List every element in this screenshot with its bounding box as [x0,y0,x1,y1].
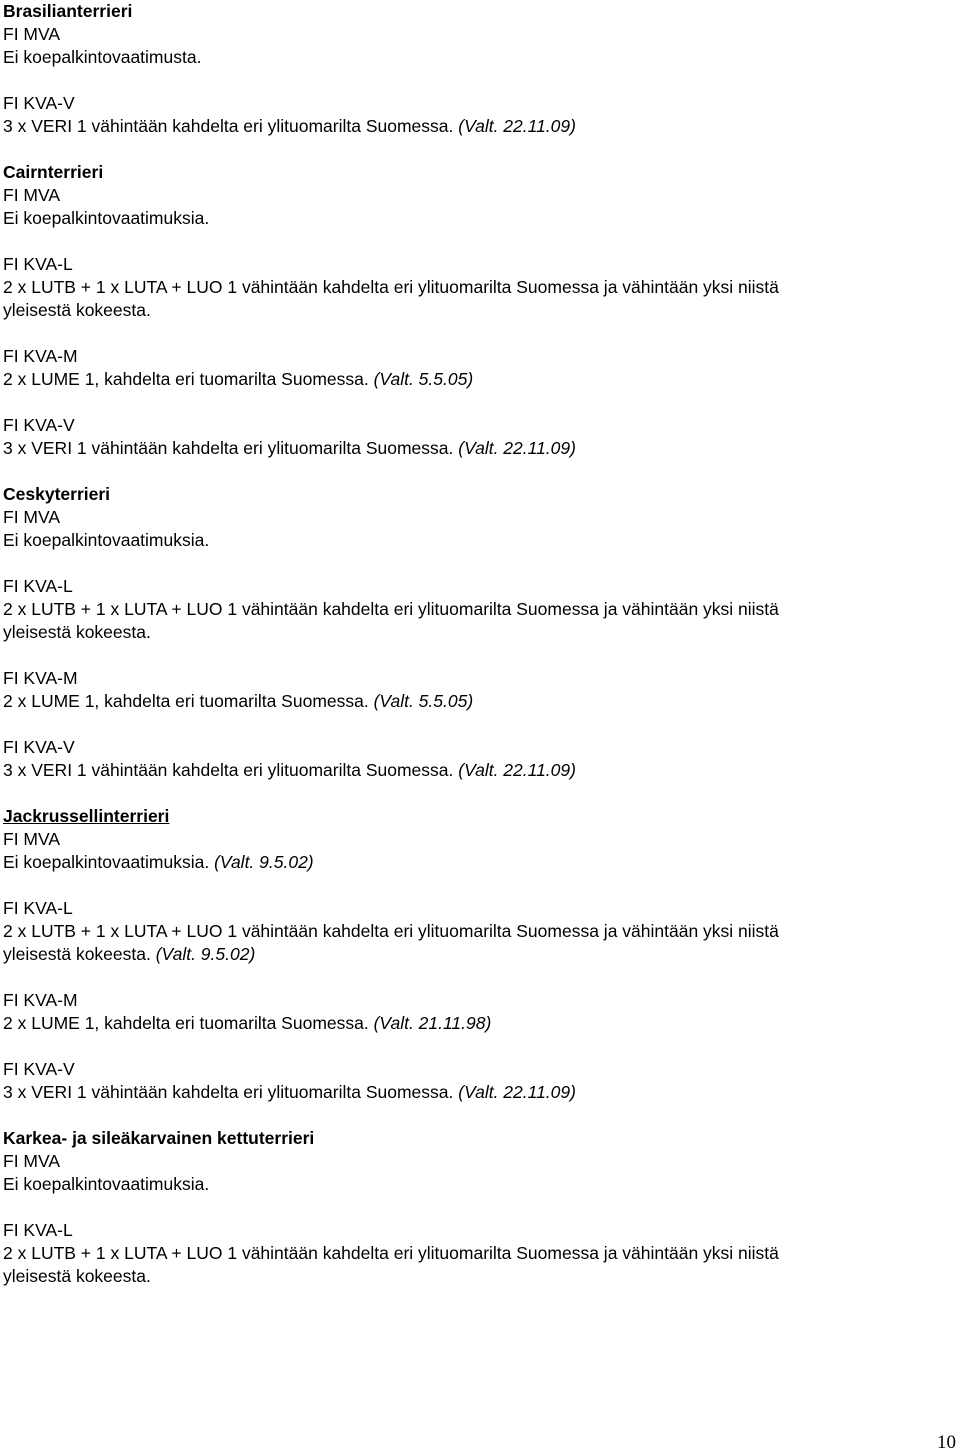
breed-heading: Brasilianterrieri [3,1,133,21]
kva-l-text-line-1: 2 x LUTB + 1 x LUTA + LUO 1 vähintään kahdelta eri ylituomarilta Suomessa ja vähintään yksi niistä [3,921,779,941]
mva-label: FI MVA [3,1151,61,1171]
document-body [3,0,903,1288]
breed-heading: Jackrussellinterrieri [3,806,170,826]
kva-v-label: FI KVA-V [3,93,75,113]
breed-section-kettuterrieri [3,1127,903,1288]
kva-v-text: 3 x VERI 1 vähintään kahdelta eri ylituomarilta Suomessa. [3,438,454,458]
kva-l-text-line-1: 2 x LUTB + 1 x LUTA + LUO 1 vähintään kahdelta eri ylituomarilta Suomessa ja vähintään yksi niistä [3,277,779,297]
kva-l-text: yleisestä kokeesta. [3,944,151,964]
kva-v-label: FI KVA-V [3,737,75,757]
kva-l-label: FI KVA-L [3,576,73,596]
kva-v-requirement [3,437,903,460]
page-number: 10 [937,1432,956,1453]
approval-note: (Valt. 22.11.09) [458,760,576,780]
mva-text: Ei koepalkintovaatimuksia. [3,208,210,228]
breed-heading: Cairnterrieri [3,162,104,182]
breed-heading: Karkea- ja sileäkarvainen kettuterrieri [3,1128,315,1148]
kva-l-text-line-1: 2 x LUTB + 1 x LUTA + LUO 1 vähintään kahdelta eri ylituomarilta Suomessa ja vähintään yksi niistä [3,599,779,619]
mva-label: FI MVA [3,24,61,44]
kva-l-text-line-2: yleisestä kokeesta. [3,300,151,320]
approval-note: (Valt. 22.11.09) [458,1082,576,1102]
kva-v-text: 3 x VERI 1 vähintään kahdelta eri ylituomarilta Suomessa. [3,1082,454,1102]
mva-label: FI MVA [3,507,61,527]
mva-text: Ei koepalkintovaatimusta. [3,47,202,67]
mva-text: Ei koepalkintovaatimuksia. [3,530,210,550]
mva-label: FI MVA [3,829,61,849]
kva-l-label: FI KVA-L [3,254,73,274]
approval-note: (Valt. 5.5.05) [373,691,474,711]
kva-l-label: FI KVA-L [3,1220,73,1240]
kva-m-label: FI KVA-M [3,668,78,688]
kva-l-label: FI KVA-L [3,898,73,918]
kva-m-label: FI KVA-M [3,990,78,1010]
kva-l-text-line-1: 2 x LUTB + 1 x LUTA + LUO 1 vähintään kahdelta eri ylituomarilta Suomessa ja vähintään yksi niistä [3,1243,779,1263]
approval-note: (Valt. 9.5.02) [214,852,314,872]
approval-note: (Valt. 21.11.98) [373,1013,492,1033]
approval-note: (Valt. 9.5.02) [155,944,256,964]
mva-text: Ei koepalkintovaatimuksia. [3,1174,210,1194]
kva-l-text-line-2: yleisestä kokeesta. [3,1266,151,1286]
kva-m-text: 2 x LUME 1, kahdelta eri tuomarilta Suomessa. [3,1013,369,1033]
kva-m-text: 2 x LUME 1, kahdelta eri tuomarilta Suomessa. [3,691,369,711]
kva-m-requirement [3,1012,903,1035]
kva-v-text: 3 x VERI 1 vähintään kahdelta eri ylituomarilta Suomessa. [3,116,454,136]
mva-text: Ei koepalkintovaatimuksia. [3,852,210,872]
breed-section-brasilianterrieri [3,0,903,138]
kva-l-text-line-2: yleisestä kokeesta. [3,622,151,642]
breed-section-jackrussellinterrieri [3,805,903,1104]
approval-note: (Valt. 5.5.05) [373,369,474,389]
kva-v-label: FI KVA-V [3,1059,75,1079]
kva-v-requirement [3,759,903,782]
kva-m-requirement [3,690,903,713]
mva-label: FI MVA [3,185,61,205]
approval-note: (Valt. 22.11.09) [458,116,576,136]
kva-v-requirement [3,115,903,138]
breed-section-cairnterrieri [3,161,903,460]
kva-m-requirement [3,368,903,391]
kva-v-text: 3 x VERI 1 vähintään kahdelta eri ylituomarilta Suomessa. [3,760,454,780]
kva-v-requirement [3,1081,903,1104]
kva-m-label: FI KVA-M [3,346,78,366]
mva-requirement [3,851,903,874]
breed-heading: Ceskyterrieri [3,484,111,504]
breed-section-ceskyterrieri [3,483,903,782]
kva-v-label: FI KVA-V [3,415,75,435]
approval-note: (Valt. 22.11.09) [458,438,576,458]
kva-m-text: 2 x LUME 1, kahdelta eri tuomarilta Suomessa. [3,369,369,389]
kva-l-text-line-2 [3,943,903,966]
